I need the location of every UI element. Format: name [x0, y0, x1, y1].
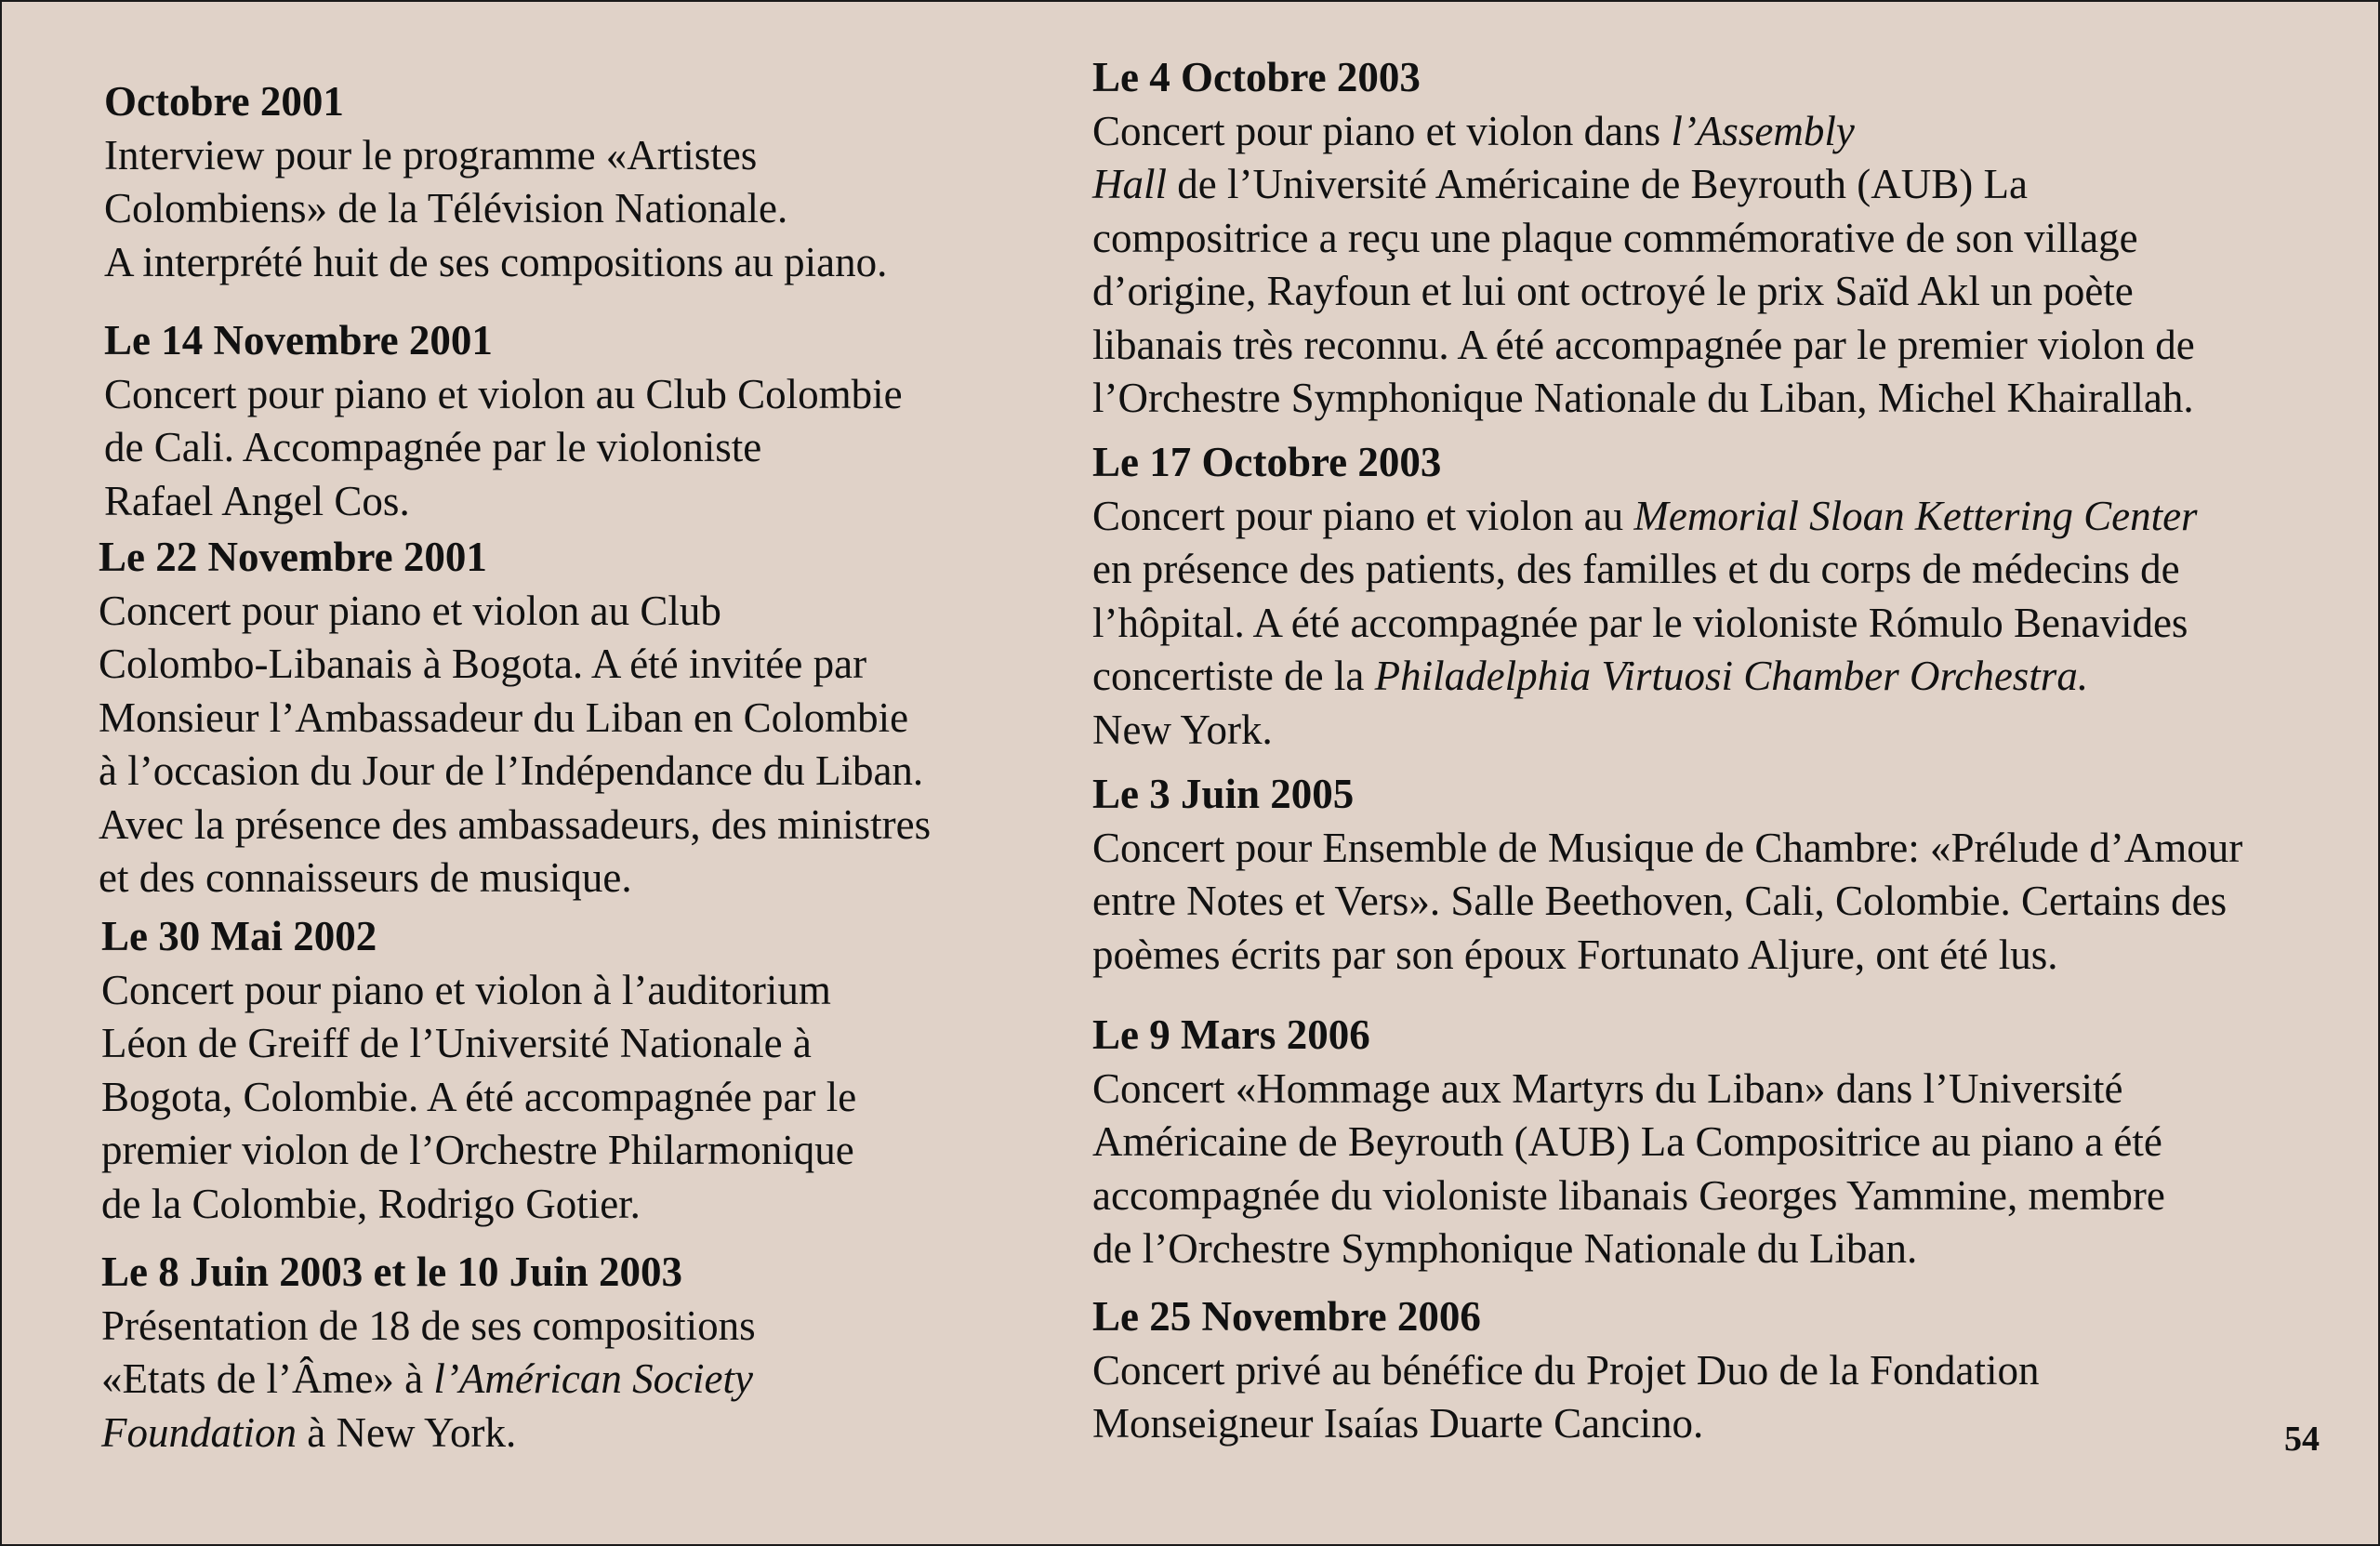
- entry-line: libanais très reconnu. A été accompagnée par le premier violon de: [1092, 321, 2195, 368]
- entry-line-italic: Foundation: [101, 1408, 297, 1456]
- entry-line: [1092, 490, 2198, 544]
- entry-date: Le 3 Juin 2005: [1092, 771, 1355, 817]
- entry-line-italic: l’Assembly: [1671, 107, 1855, 154]
- entry-line: de la Colombie, Rodrigo Gotier.: [101, 1180, 641, 1227]
- entry-3-juin-2005: [1092, 768, 2242, 982]
- entry-line: Concert pour piano et violon au Club: [99, 587, 721, 634]
- entry-text: [101, 964, 856, 1232]
- entry-line: Rafael Angel Cos.: [104, 477, 410, 524]
- entry-line: Léon de Greiff de l’Université Nationale à: [101, 1020, 812, 1067]
- entry-line: de Cali. Accompagnée par le violoniste: [104, 424, 762, 471]
- entry-line-part: de l’Université Américaine de Beyrouth (AUB) La: [1167, 161, 2028, 208]
- entry-4-octobre-2003: [1092, 51, 2195, 426]
- entry-line-part: à New York.: [297, 1408, 517, 1456]
- entry-line: Présentation de 18 de ses compositions: [101, 1302, 756, 1349]
- entry-date: Octobre 2001: [104, 78, 344, 125]
- entry-line: [101, 1353, 756, 1407]
- entry-line: [1092, 158, 2195, 212]
- entry-line: [1092, 105, 2195, 159]
- entry-25-novembre-2006: [1092, 1290, 2039, 1451]
- entry-line: accompagnée du violoniste libanais Georges Yammine, membre: [1092, 1171, 2165, 1219]
- entry-line: Concert «Hommage aux Martyrs du Liban» dans l’Université: [1092, 1064, 2123, 1112]
- entry-line: [101, 1407, 756, 1460]
- entry-text: [1092, 1063, 2165, 1276]
- entry-30-mai-2002: [101, 910, 856, 1231]
- entry-date: Le 8 Juin 2003 et le 10 Juin 2003: [101, 1249, 683, 1295]
- entry-line: Monsieur l’Ambassadeur du Liban en Colombie: [99, 694, 909, 741]
- entry-line: en présence des patients, des familles et du corps de médecins de: [1092, 546, 2180, 593]
- entry-9-mars-2006: [1092, 1009, 2165, 1276]
- entry-date: Le 9 Mars 2006: [1092, 1011, 1370, 1058]
- entry-line: Américaine de Beyrouth (AUB) La Compositrice au piano a été: [1092, 1118, 2162, 1166]
- entry-text: [99, 585, 931, 906]
- entry-line: Concert pour Ensemble de Musique de Chambre: «Prélude d’Amour: [1092, 824, 2243, 871]
- entry-line-part: Concert pour piano et violon dans: [1092, 107, 1672, 154]
- entry-line: d’origine, Rayfoun et lui ont octroyé le prix Saïd Akl un poète: [1092, 268, 2134, 315]
- entry-date: Le 17 Octobre 2003: [1092, 439, 1442, 485]
- entry-22-novembre-2001: [99, 531, 931, 905]
- entry-date: Le 14 Novembre 2001: [104, 317, 493, 363]
- entry-line: Colombiens» de la Télévision Nationale.: [104, 185, 788, 232]
- entry-line: l’Orchestre Symphonique Nationale du Liban, Michel Khairallah.: [1092, 375, 2194, 422]
- entry-date: Le 25 Novembre 2006: [1092, 1293, 1481, 1340]
- entry-text: [101, 1300, 756, 1460]
- entry-text: [1092, 105, 2195, 427]
- entry-text: [104, 368, 903, 529]
- entry-line: entre Notes et Vers». Salle Beethoven, Cali, Colombie. Certains des: [1092, 878, 2228, 925]
- entry-line: New York.: [1092, 706, 1273, 753]
- entry-line: Bogota, Colombie. A été accompagnée par le: [101, 1073, 857, 1120]
- entry-line: compositrice a reçu une plaque commémorative de son village: [1092, 214, 2138, 261]
- entry-line-italic: Memorial Sloan Kettering Center: [1633, 492, 2198, 539]
- entry-14-novembre-2001: [104, 314, 903, 528]
- entry-line: A interprété huit de ses compositions au piano.: [104, 238, 888, 285]
- entry-line: premier violon de l’Orchestre Philarmonique: [101, 1127, 854, 1174]
- entry-line: Interview pour le programme «Artistes: [104, 131, 758, 178]
- entry-line: de l’Orchestre Symphonique Nationale du Liban.: [1092, 1225, 1918, 1273]
- entry-8-juin-2003: [101, 1246, 756, 1460]
- entry-line: Colombo-Libanais à Bogota. A été invitée par: [99, 641, 867, 688]
- entry-date: Le 4 Octobre 2003: [1092, 54, 1421, 100]
- entry-text: [104, 129, 887, 290]
- entry-line: à l’occasion du Jour de l’Indépendance du Liban.: [99, 747, 924, 795]
- entry-line-italic: Philadelphia Virtuosi Chamber Orchestra.: [1374, 653, 2089, 700]
- entry-line: poèmes écrits par son époux Fortunato Aljure, ont été lus.: [1092, 931, 2058, 978]
- entry-17-octobre-2003: [1092, 436, 2198, 757]
- entry-line: Concert pour piano et violon au Club Colombie: [104, 370, 903, 417]
- entry-line-part: Concert pour piano et violon au: [1092, 492, 1634, 539]
- entry-octobre-2001: [104, 75, 887, 289]
- entry-date: Le 30 Mai 2002: [101, 913, 377, 959]
- page-number: 54: [2284, 1420, 2320, 1459]
- entry-date: Le 22 Novembre 2001: [99, 534, 487, 580]
- entry-text: [1092, 1344, 2039, 1451]
- entry-line-part: «Etats de l’Âme» à: [101, 1355, 434, 1403]
- entry-line: et des connaisseurs de musique.: [99, 854, 632, 902]
- entry-line: [1092, 650, 2198, 704]
- entry-line-italic: Hall: [1092, 161, 1168, 208]
- entry-line: l’hôpital. A été accompagnée par le violoniste Rómulo Benavides: [1092, 599, 2188, 646]
- entry-line-italic: l’Américan Society: [433, 1355, 753, 1403]
- entry-line: Monseigneur Isaías Duarte Cancino.: [1092, 1400, 1704, 1447]
- entry-text: [1092, 490, 2198, 758]
- entry-line: Concert privé au bénéfice du Projet Duo de la Fondation: [1092, 1346, 2040, 1394]
- entry-line: Concert pour piano et violon à l’auditorium: [101, 966, 831, 1013]
- entry-text: [1092, 822, 2242, 983]
- entry-line: Avec la présence des ambassadeurs, des ministres: [99, 800, 932, 848]
- entry-line-part: concertiste de la: [1092, 653, 1375, 700]
